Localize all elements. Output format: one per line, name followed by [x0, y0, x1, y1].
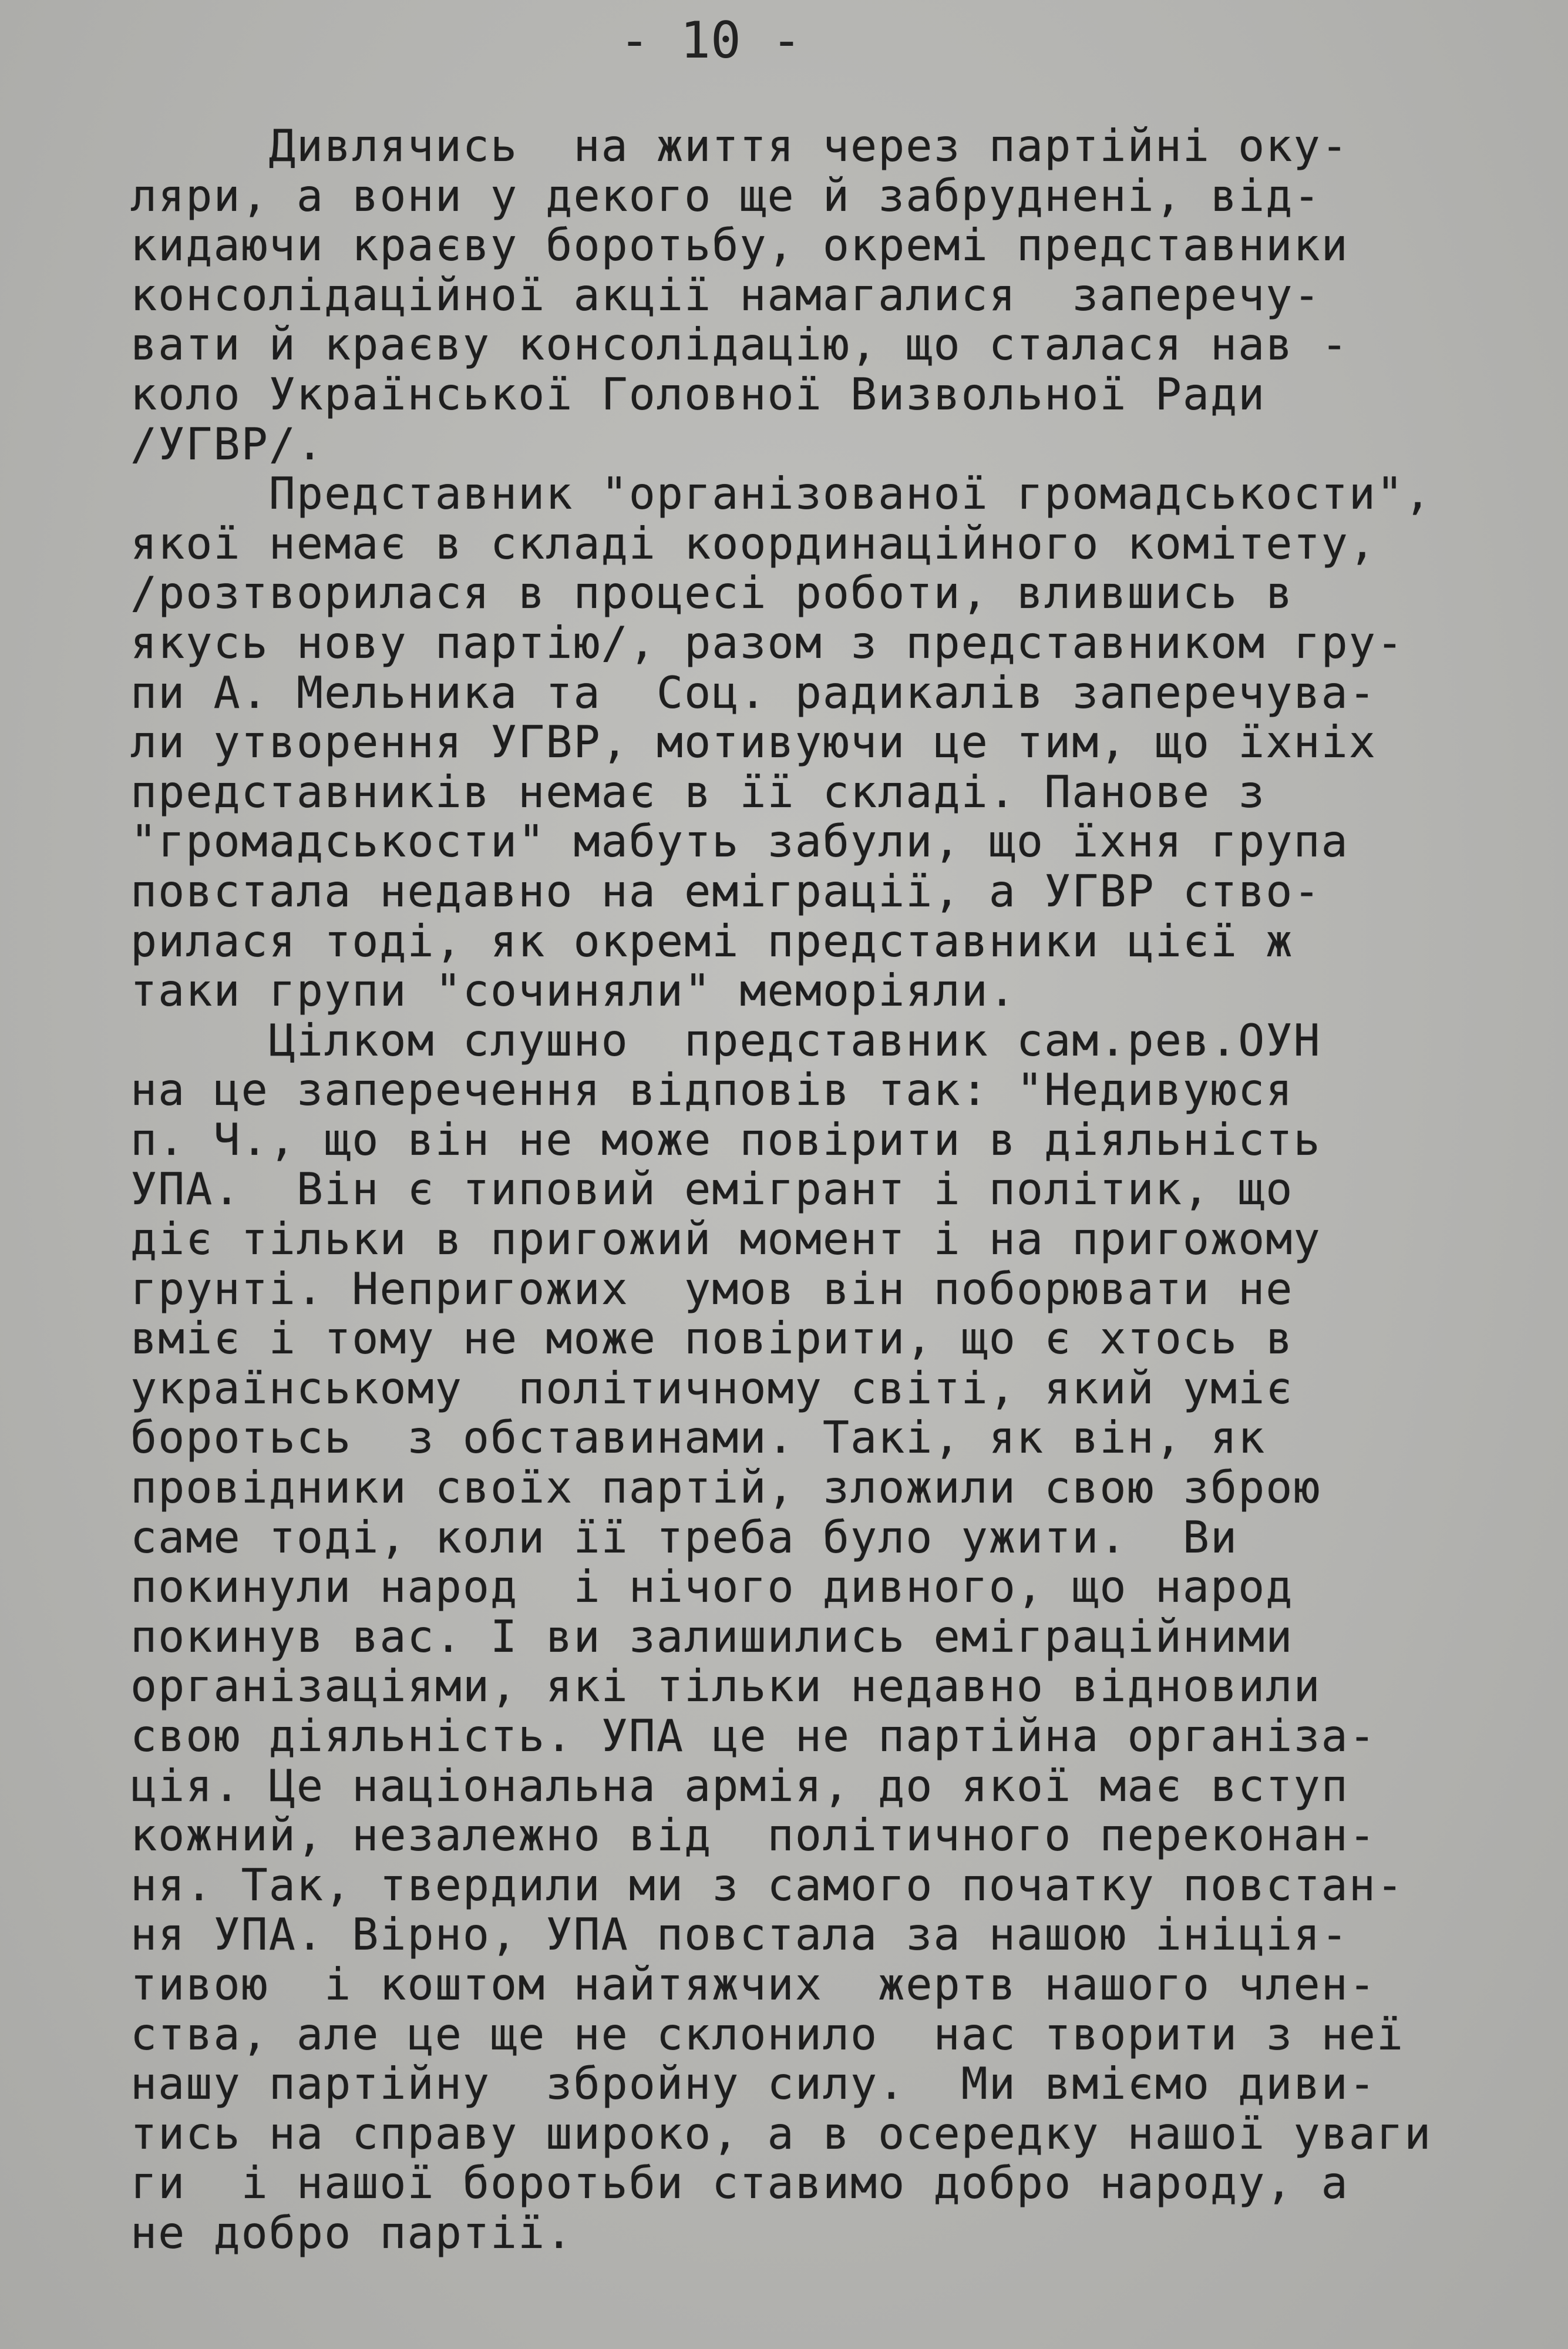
text-line: ня. Так, твердили ми з самого початку повстан-: [130, 1859, 1405, 1911]
text-line: якусь нову партію/, разом з представником гру-: [130, 616, 1405, 668]
text-line: повстала недавно на еміграції, а УГВР ство-: [130, 865, 1321, 917]
text-line: вати й краєву консолідацію, що сталася нав -: [130, 318, 1349, 371]
text-line: пи А. Мельника та Соц. радикалів заперечува-: [130, 666, 1377, 718]
text-line: консолідаційної акції намагалися заперечу-: [130, 268, 1321, 321]
text-line: якої немає в складі координаційного комітету,: [130, 517, 1377, 569]
text-line: представників немає в її складі. Панове з: [130, 765, 1266, 818]
text-line: "громадськости" мабуть забули, що їхня група: [130, 815, 1349, 868]
paragraph: [130, 121, 1499, 469]
text-line: Цілком слушно представник сам.рев.ОУН: [130, 1014, 1321, 1066]
text-line: не добро партії.: [130, 2206, 574, 2259]
text-line: /УГВР/.: [130, 418, 325, 470]
text-line: ція. Це національна армія, до якої має вступ: [130, 1759, 1349, 1812]
text-line: діє тільки в пригожий момент і на пригожому: [130, 1213, 1321, 1265]
text-line: кожний, незалежно від політичного переконан-: [130, 1809, 1377, 1861]
text-line: ли утворення УГВР, мотивуючи це тим, що їхніх: [130, 716, 1377, 768]
text-line: ства, але це ще не склонило нас творити з неї: [130, 2008, 1405, 2060]
text-line: тись на справу широко, а в осередку нашої уваги: [130, 2107, 1432, 2159]
text-line: свою діяльність. УПА це не партійна організа-: [130, 1710, 1377, 1762]
text-line: тивою і коштом найтяжчих жертв нашого член-: [130, 1958, 1377, 2010]
paragraph: [130, 469, 1499, 1016]
body-text: [130, 121, 1499, 2258]
text-line: /розтворилася в процесі роботи, влившись в: [130, 567, 1294, 619]
text-line: нашу партійну збройну силу. Ми вміємо диви-: [130, 2058, 1377, 2110]
text-line: покинули народ і нічого дивного, що народ: [130, 1561, 1294, 1613]
page-number: - 10 -: [619, 11, 802, 70]
text-line: покинув вас. І ви залишились еміграційними: [130, 1610, 1294, 1662]
text-line: українському політичному світі, який уміє: [130, 1362, 1294, 1414]
text-line: саме тоді, коли її треба було ужити. Ви: [130, 1511, 1239, 1563]
text-line: ги і нашої боротьби ставимо добро народу, а: [130, 2157, 1349, 2209]
text-line: ляри, а вони у декого ще й забруднені, від-: [130, 169, 1321, 221]
text-line: Представник "організованої громадськости",: [130, 468, 1432, 520]
text-line: організаціями, які тільки недавно відновили: [130, 1660, 1321, 1712]
text-line: п. Ч., що він не може повірити в діяльність: [130, 1113, 1321, 1165]
paragraph: [130, 1016, 1499, 2258]
text-line: таки групи "сочиняли" меморіяли.: [130, 965, 1017, 1017]
text-line: грунті. Непригожих умов він поборювати не: [130, 1262, 1294, 1315]
text-line: рилася тоді, як окремі представники цієї ж: [130, 915, 1294, 967]
text-line: ня УПА. Вірно, УПА повстала за нашою ініція-: [130, 1908, 1349, 1961]
text-line: вміє і тому не може повірити, що є хтось в: [130, 1312, 1294, 1365]
text-line: кидаючи краєву боротьбу, окремі представники: [130, 219, 1349, 271]
text-line: боротьсь з обставинами. Такі, як він, як: [130, 1412, 1266, 1464]
text-line: УПА. Він є типовий емігрант і політик, що: [130, 1163, 1294, 1215]
text-line: провідники своїх партій, зложили свою зброю: [130, 1461, 1321, 1514]
text-line: Дивлячись на життя через партійні оку-: [130, 120, 1349, 172]
text-line: коло Української Головної Визвольної Ради: [130, 368, 1266, 420]
text-line: на це заперечення відповів так: "Недивуюся: [130, 1064, 1294, 1116]
